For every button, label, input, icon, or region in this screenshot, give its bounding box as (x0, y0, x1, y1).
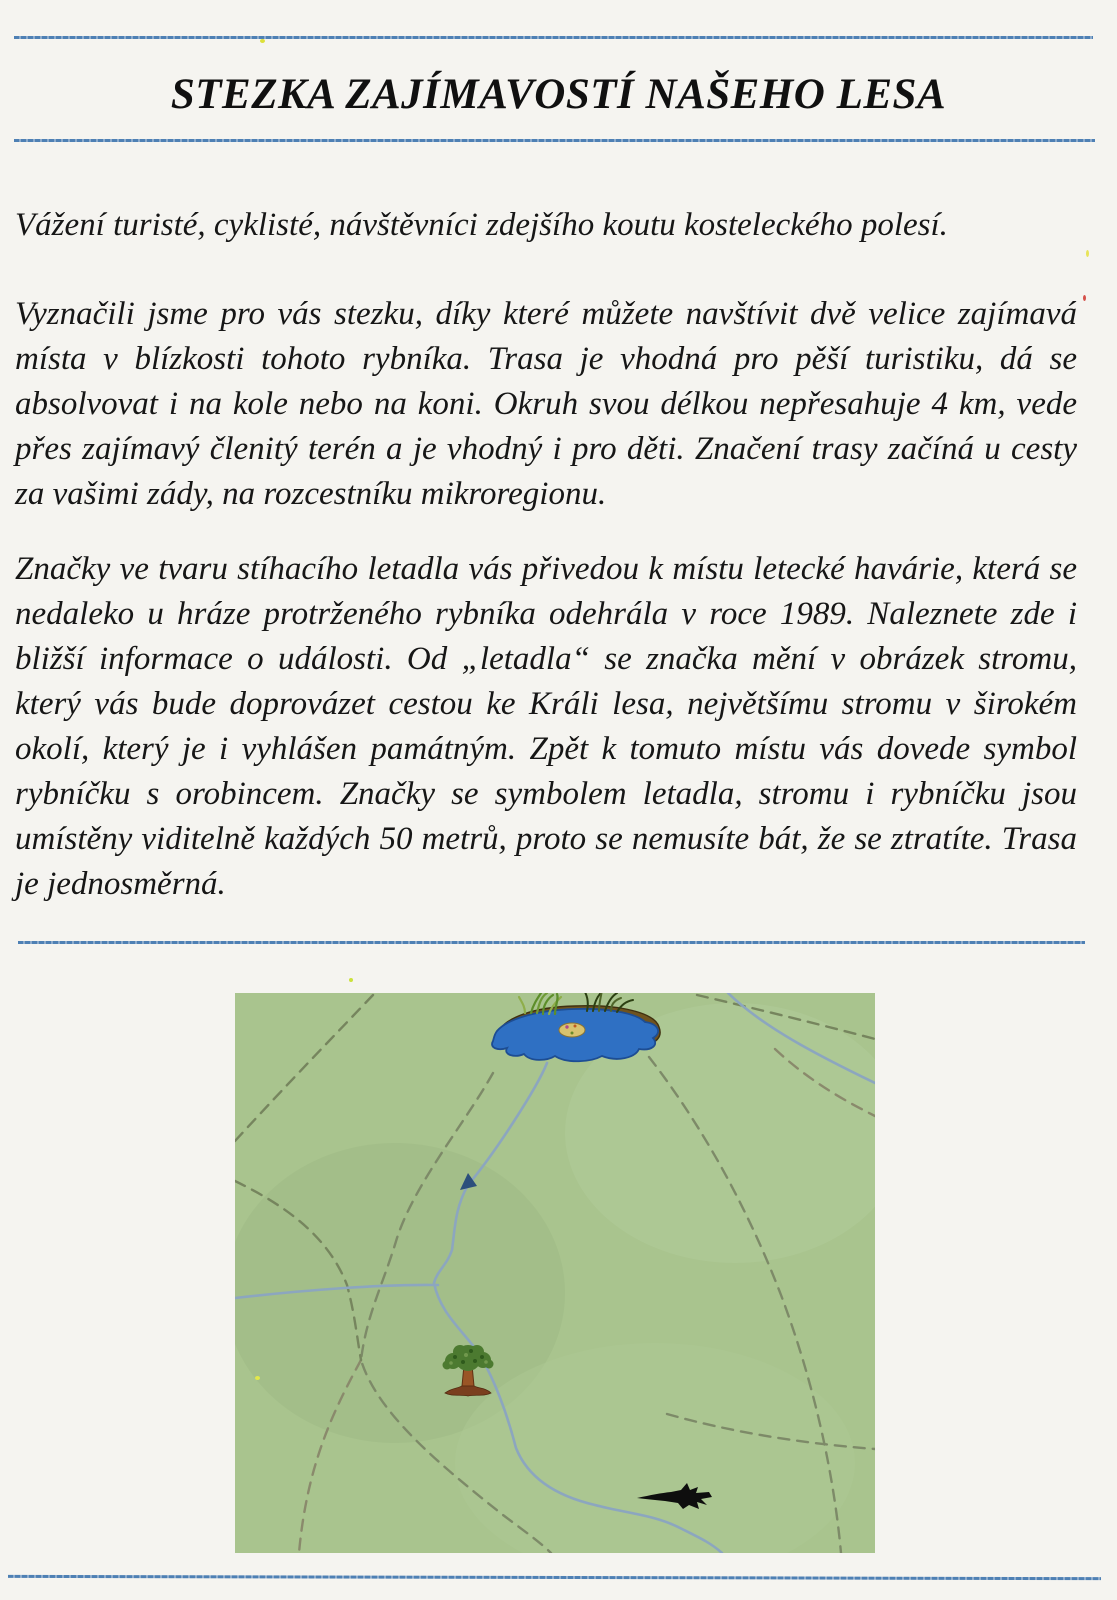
paragraph-greeting: Vážení turisté, cyklisté, návštěvníci zdejšího koutu kosteleckého polesí. (15, 207, 948, 243)
scan-speck (1086, 250, 1089, 257)
scan-speck (349, 978, 353, 982)
divider-rule-bottom (8, 1575, 1101, 1580)
trail-map-image (235, 993, 875, 1553)
paragraph-trail-description: Vyznačili jsme pro vás stezku, díky které můžete navštívit dvě velice zajímavá místa v blízkosti tohoto rybníka. Trasa je vhodná pro pěší turistiku, dá se absolvovat i na kole nebo na koni. Okruh svou délkou nepřesahuje 4 km, vede přes zajímavý členitý terén a je vhodný i pro děti. Značení trasy začíná u cesty za vašimi zády, na rozcestníku mikroregionu. (15, 296, 1077, 512)
trail-map (235, 993, 875, 1553)
island-flower (565, 1025, 568, 1028)
divider-rule-under-title (14, 139, 1095, 142)
divider-rule-top (14, 36, 1093, 39)
island-in-pond (559, 1023, 585, 1037)
scan-speck (260, 39, 265, 43)
paragraph-trail-markers: Značky ve tvaru stíhacího letadla vás přivedou k místu letecké havárie, která se nedaleko u hráze protrženého rybníka odehrála v roce 1989. Naleznete zde i bližší informace o události. Od „letadla“ se značka mění v obrázek stromu, který vás bude doprovázet cestou ke Králi lesa, největšímu stromu v širokém okolí, který je i vyhlášen památným. Zpět k tomuto místu vás dovede symbol rybníčku s orobincem. Značky se symbolem letadla, stromu i rybníčku jsou umístěny viditelně každých 50 metrů, proto se nemusíte bát, že se ztratíte. Trasa je jednosměrná. (15, 551, 1077, 902)
scan-speck (1083, 295, 1086, 301)
island-flower-2 (574, 1025, 577, 1028)
scan-speck (255, 1376, 260, 1380)
page-title: STEZKA ZAJÍMAVOSTÍ NAŠEHO LESA (170, 71, 947, 118)
island-plant (571, 1032, 574, 1035)
divider-rule-above-map (18, 941, 1085, 944)
